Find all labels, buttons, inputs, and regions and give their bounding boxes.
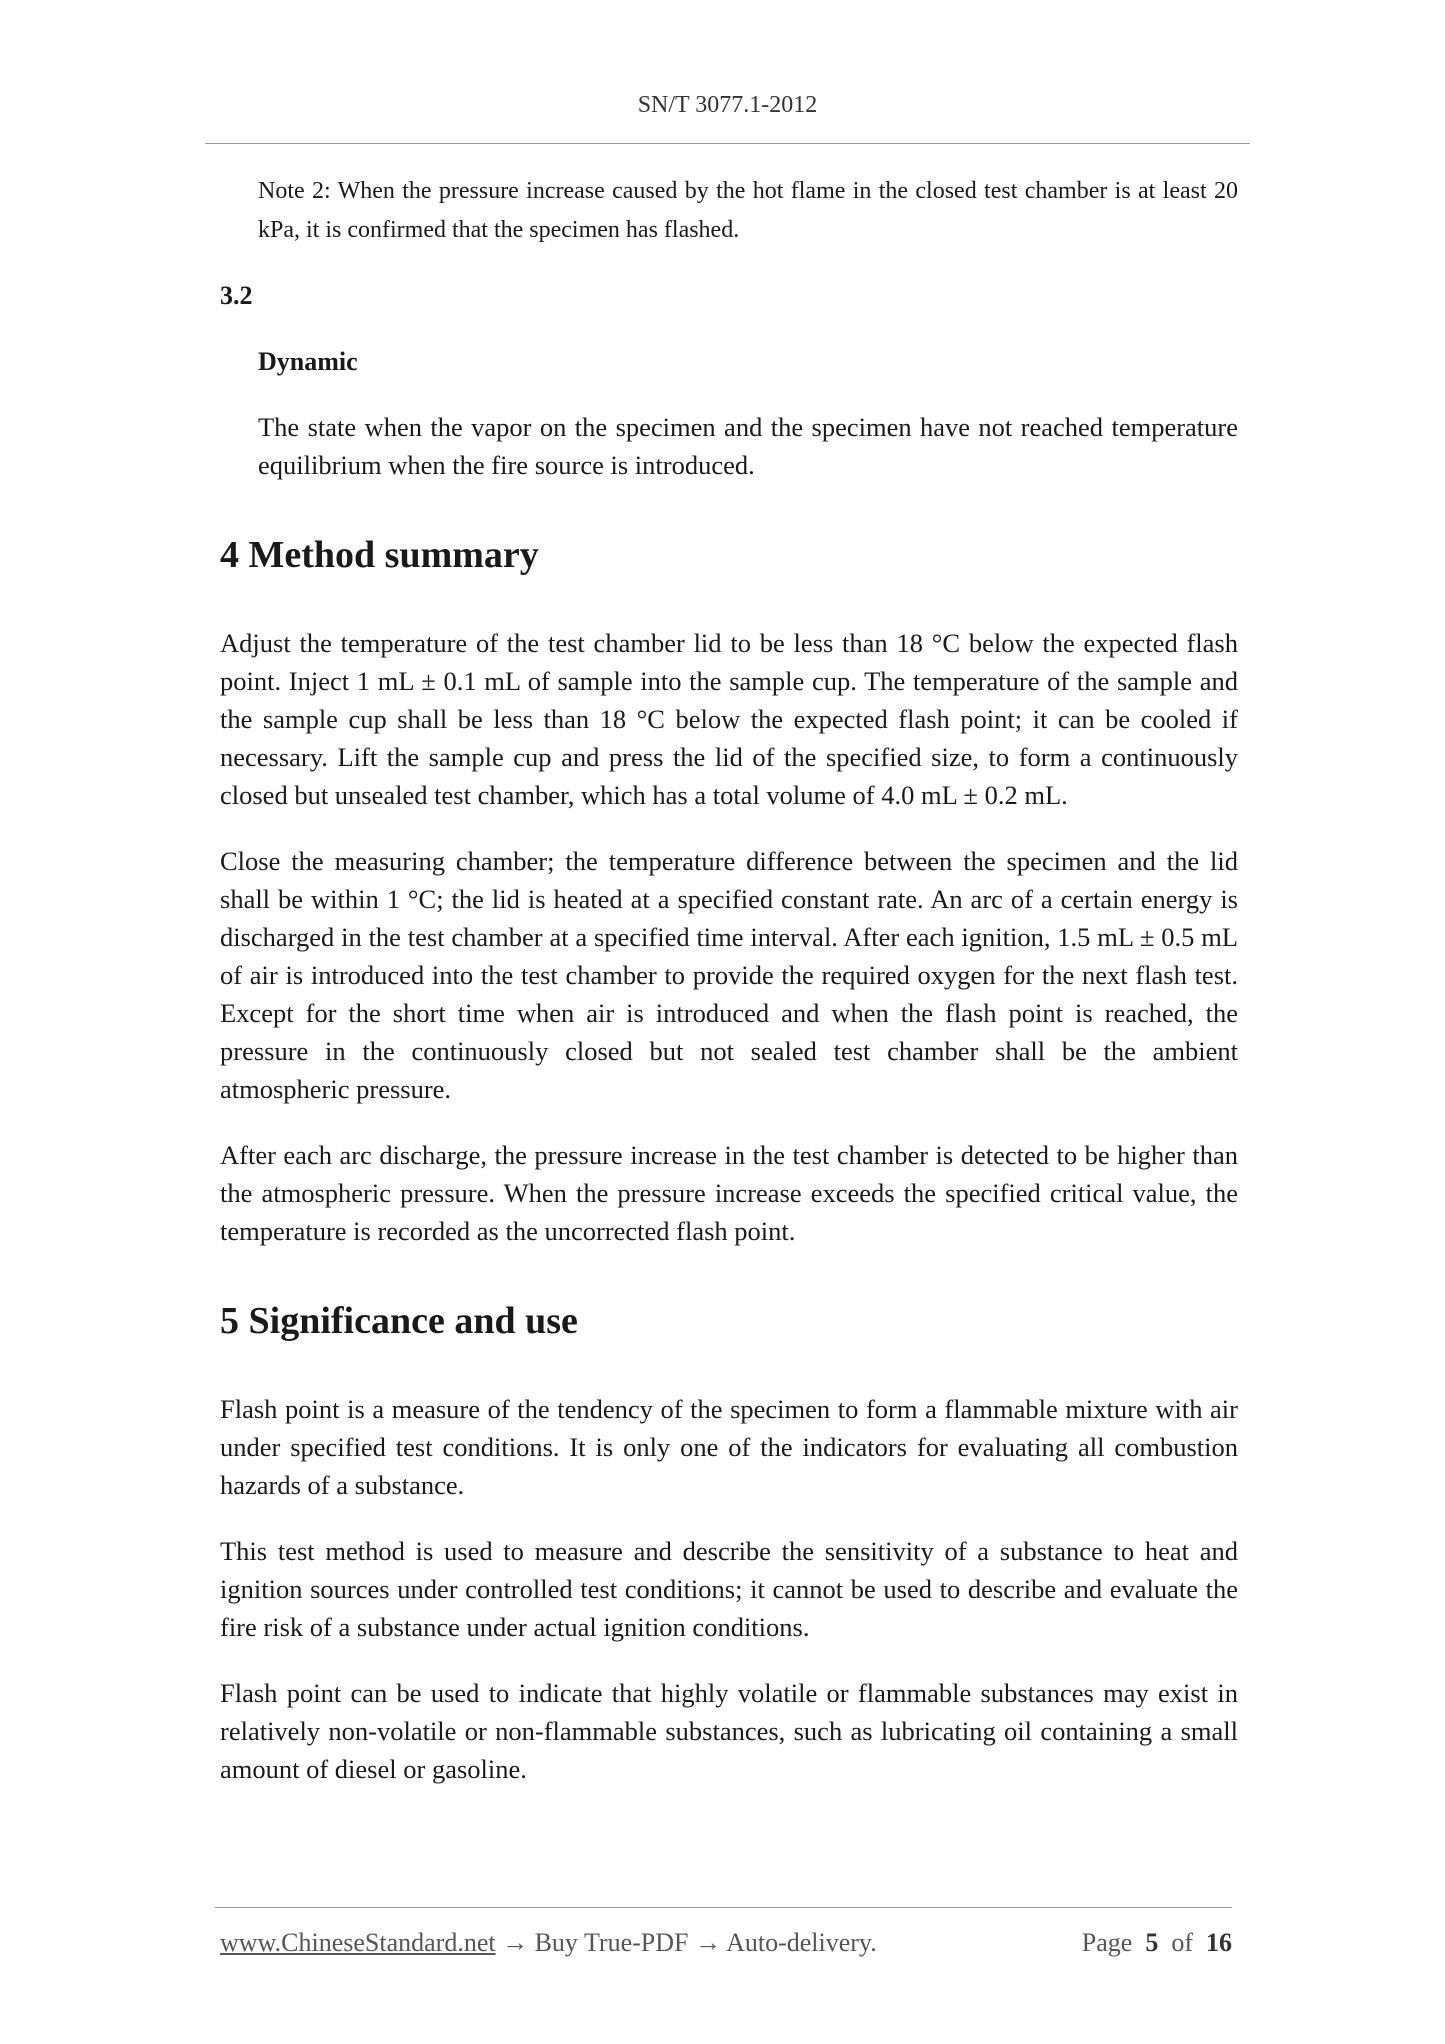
- page-of: of: [1171, 1928, 1193, 1957]
- section-5-paragraph-1: Flash point is a measure of the tendency of the specimen to form a flammable mixture with air under specified test conditions. It is only one of the indicators for evaluating all combustion hazards of a substance.: [220, 1394, 1238, 1500]
- auto-delivery-text: Auto-delivery.: [726, 1928, 877, 1957]
- footer-promo: [220, 1928, 877, 1958]
- page-content: [220, 172, 1238, 1788]
- header-divider: [205, 143, 1250, 144]
- section-5-paragraph-2: This test method is used to measure and describe the sensitivity of a substance to heat and ignition sources under controlled test conditions; it cannot be used to describe and evaluate the fire risk of a substance under actual ignition conditions.: [220, 1536, 1238, 1642]
- document-code: SN/T 3077.1-2012: [637, 92, 818, 118]
- term-name: Dynamic: [258, 347, 358, 376]
- buy-true-pdf-text: Buy True-PDF: [534, 1928, 689, 1957]
- section-4-paragraph-1: Adjust the temperature of the test chamber lid to be less than 18 °C below the expected flash point. Inject 1 mL ± 0.1 mL of sample into the sample cup. The temperature of the sample and the sample cup shall be less than 18 °C below the expected flash point; it can be cooled if necessary. Lift the sample cup and press the lid of the specified size, to form a continuously closed but unsealed test chamber, which has a total volume of 4.0 mL ± 0.2 mL.: [220, 628, 1238, 810]
- footer-divider: [215, 1907, 1232, 1908]
- term-definition: The state when the vapor on the specimen and the specimen have not reached temperature equilibrium when the fire source is introduced.: [258, 412, 1238, 480]
- page-label: Page: [1081, 1928, 1133, 1957]
- arrow-right-icon: →: [502, 1928, 529, 1957]
- section-4-paragraph-3: After each arc discharge, the pressure increase in the test chamber is detected to be higher than the atmospheric pressure. When the pressure increase exceeds the specified critical value, the temperature is recorded as the uncorrected flash point.: [220, 1140, 1238, 1246]
- section-5-heading: 5 Significance and use: [220, 1300, 578, 1342]
- arrow-right-icon: →: [695, 1928, 721, 1957]
- term-number: 3.2: [220, 281, 253, 310]
- note-2: Note 2: When the pressure increase caused by the hot flame in the closed test chamber is at least 20 kPa, it is confirmed that the specimen has flashed.: [258, 178, 1238, 243]
- page-total: 16: [1206, 1928, 1232, 1957]
- page-current: 5: [1145, 1928, 1159, 1957]
- section-4-heading: 4 Method summary: [220, 534, 539, 576]
- section-4-paragraph-2: Close the measuring chamber; the temperature difference between the specimen and the lid shall be within 1 °C; the lid is heated at a specified constant rate. An arc of a certain energy is discharged in the test chamber at a specified time interval. After each ignition, 1.5 mL ± 0.5 mL of air is introduced into the test chamber to provide the required oxygen for the next flash test. Except for the short time when air is introduced and when the flash point is reached, the pressure in the continuously closed but not sealed test chamber shall be the ambient atmospheric pressure.: [220, 846, 1238, 1104]
- section-5-paragraph-3: Flash point can be used to indicate that highly volatile or flammable substances may exist in relatively non-volatile or non-flammable substances, such as lubricating oil containing a small amount of diesel or gasoline.: [220, 1678, 1238, 1784]
- website-link[interactable]: www.ChineseStandard.net: [220, 1928, 496, 1957]
- page-number: [1082, 1928, 1232, 1958]
